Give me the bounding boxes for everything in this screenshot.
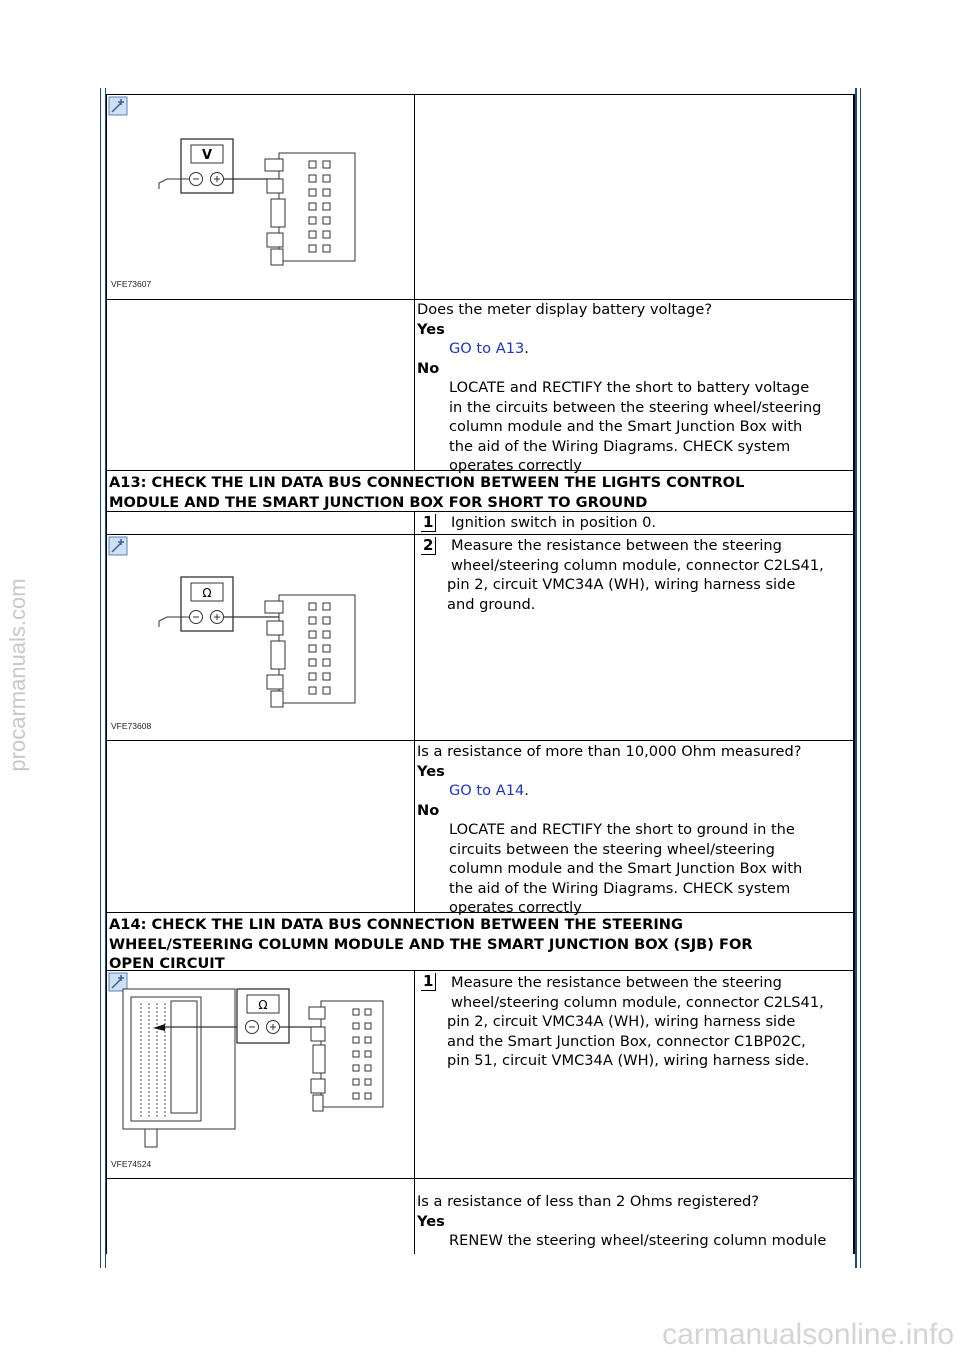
- yes-label: Yes: [417, 1212, 445, 1230]
- zoom-icon[interactable]: [109, 973, 127, 991]
- question-cell-a13: [414, 741, 855, 916]
- zoom-icon[interactable]: [109, 537, 127, 555]
- zoom-icon[interactable]: [109, 97, 127, 115]
- no-label: No: [417, 359, 440, 377]
- step-cell-a13-1: [414, 512, 855, 535]
- question-text: Is a resistance of more than 10,000 Ohm measured?: [417, 743, 802, 760]
- connector-icon: [309, 1001, 383, 1111]
- multimeter-icon: [181, 577, 233, 631]
- blank-cell-a13-q: [106, 741, 415, 913]
- text-cell-1-empty: [414, 94, 855, 300]
- section-heading-a14: A14: CHECK THE LIN DATA BUS CONNECTION BETWEEN THE STEERING WHEEL/STEERING COLUMN MODULE AND THE SMART JUNCTION BOX (SJB) FOR OPEN CIRCUIT: [106, 913, 855, 971]
- page-frame-left-rule: [100, 88, 101, 1268]
- yes-label: Yes: [417, 762, 445, 780]
- bottom-watermark: carmanualsonline.info: [662, 1318, 954, 1351]
- step-text: Ignition switch in position 0.: [451, 514, 657, 531]
- svg-text:Ω: Ω: [202, 586, 212, 600]
- step-text: Measure the resistance between the steering wheel/steering column module, connector C2LS41,: [451, 537, 824, 574]
- figure-cell-a14: [106, 971, 415, 1179]
- yes-label: Yes: [417, 320, 445, 338]
- figure-cell-a13: [106, 535, 415, 741]
- question-text: Does the meter display battery voltage?: [417, 301, 713, 318]
- connector-icon: [265, 595, 355, 707]
- blank-cell-a14-q: [106, 1179, 415, 1254]
- page-frame-right-rule-outer: [860, 88, 861, 1268]
- blank-cell-a13-step1: [106, 512, 415, 535]
- figure-label: VFE73608: [111, 721, 152, 731]
- no-action: LOCATE and RECTIFY the short to battery voltage in the circuits between the steering wheel/steering column module and the Smart Junction Box with the aid of the Wiring Diagrams. CHECK system operates correctly: [449, 379, 822, 474]
- wiring-figure-voltmeter: [107, 95, 415, 300]
- wiring-figure-ohmmeter: [107, 535, 415, 740]
- yes-action: GO to A13.: [449, 340, 529, 357]
- yes-action: RENEW the steering wheel/steering column module: [449, 1232, 827, 1249]
- step-text: Measure the resistance between the steering wheel/steering column module, connector C2LS41,: [451, 974, 824, 1011]
- connector-icon: [265, 153, 355, 265]
- step-cell-a14-1: 1 Measure the resistance between the steering wheel/steering column module, connector C2LS41, pin 2, circuit VMC34A (WH), wiring harness side and the Smart Junction Box, connector C1BP02C, pin 51, circuit VMC34A (WH), wiring harness side.: [414, 971, 855, 1179]
- svg-text:Ω: Ω: [258, 998, 268, 1012]
- question-cell-a14: [414, 1179, 855, 1254]
- step-number: 1: [421, 514, 436, 532]
- figure-label: VFE74524: [111, 1159, 152, 1169]
- multimeter-icon: [237, 989, 289, 1043]
- side-watermark: procarmanuals.com: [5, 578, 30, 772]
- wiring-figure-sjb-ohmmeter: [107, 971, 415, 1178]
- goto-a13-link[interactable]: GO to A13: [449, 340, 525, 357]
- step-number: 1: [421, 973, 436, 991]
- figure-label: VFE73607: [111, 279, 152, 289]
- yes-action: GO to A14.: [449, 782, 529, 799]
- section-heading-a13: A13: CHECK THE LIN DATA BUS CONNECTION BETWEEN THE LIGHTS CONTROL MODULE AND THE SMART JUNCTION BOX FOR SHORT TO GROUND: [106, 471, 855, 512]
- multimeter-icon: [181, 139, 233, 193]
- page-frame-right-rule: [855, 88, 857, 1268]
- step-cell-a13-2: 2 Measure the resistance between the steering wheel/steering column module, connector C2LS41, pin 2, circuit VMC34A (WH), wiring harness side and ground.: [414, 535, 855, 741]
- step-number: 2: [421, 537, 436, 555]
- question-cell-1: [414, 300, 855, 474]
- no-label: No: [417, 801, 440, 819]
- figure-cell-1: [106, 94, 415, 300]
- svg-text:V: V: [201, 148, 213, 163]
- blank-cell-1: [106, 300, 415, 471]
- question-text: Is a resistance of less than 2 Ohms registered?: [417, 1193, 760, 1210]
- goto-a14-link[interactable]: GO to A14: [449, 782, 525, 799]
- no-action: LOCATE and RECTIFY the short to ground in the circuits between the steering wheel/steering column module and the Smart Junction Box with the aid of the Wiring Diagrams. CHECK system operates correctly: [449, 821, 803, 916]
- sjb-connector-icon: [123, 989, 235, 1147]
